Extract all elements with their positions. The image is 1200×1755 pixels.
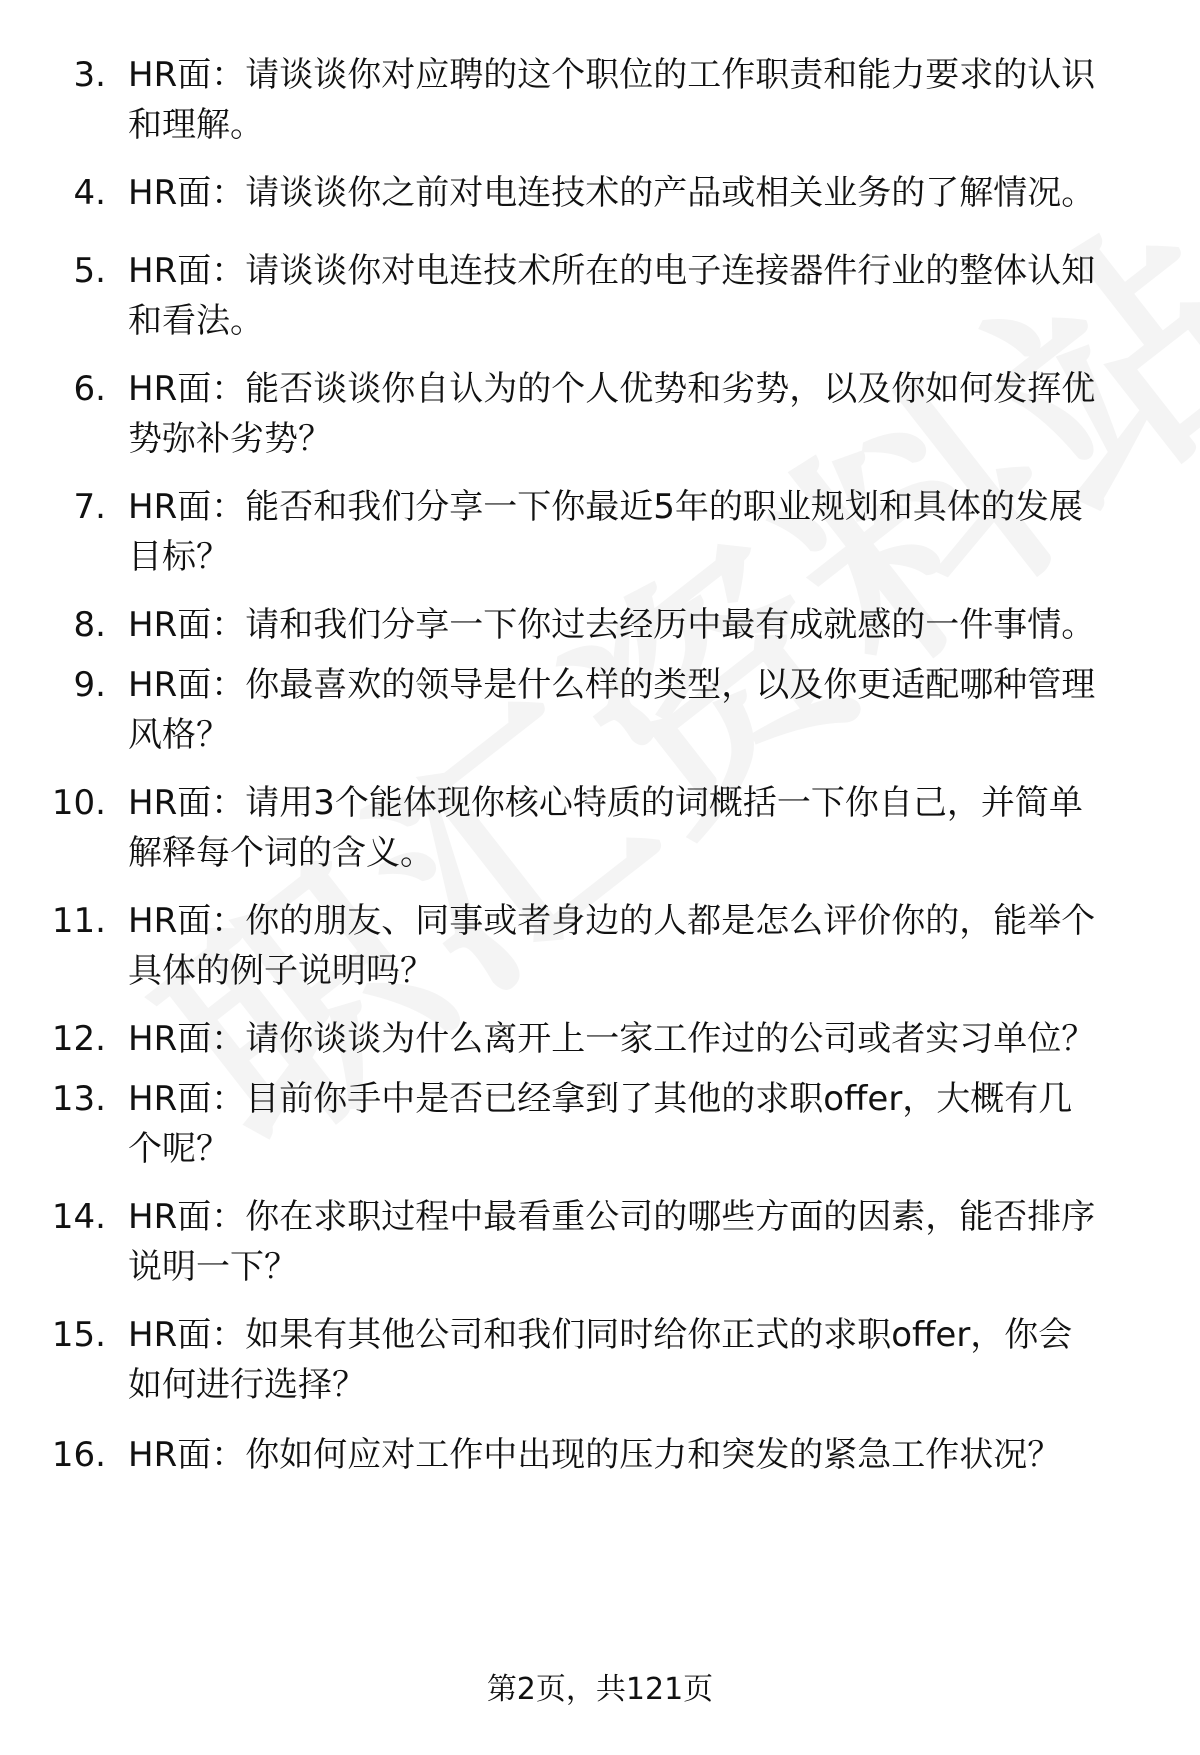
question-line: HR面：你在求职过程中最看重公司的哪些方面的因素，能否排序 bbox=[128, 1197, 1096, 1237]
question-text bbox=[128, 660, 1158, 760]
question-line: HR面：你的朋友、同事或者身边的人都是怎么评价你的，能举个 bbox=[128, 901, 1096, 941]
question-text bbox=[128, 1014, 1158, 1064]
question-text bbox=[128, 1310, 1158, 1410]
question-text bbox=[128, 600, 1158, 650]
question-text bbox=[128, 896, 1158, 996]
question-text bbox=[128, 50, 1158, 150]
question-number: 9. bbox=[73, 665, 106, 705]
question-text bbox=[128, 364, 1158, 464]
question-line: HR面：请谈谈你之前对电连技术的产品或相关业务的了解情况。 bbox=[128, 173, 1096, 213]
question-number: 10. bbox=[51, 783, 106, 823]
question-line: HR面：你如何应对工作中出现的压力和突发的紧急工作状况？ bbox=[128, 1435, 1062, 1475]
question-line: 和理解。 bbox=[128, 105, 264, 145]
question-line: HR面：请你谈谈为什么离开上一家工作过的公司或者实习单位？ bbox=[128, 1019, 1096, 1059]
question-line: HR面：你最喜欢的领导是什么样的类型，以及你更适配哪种管理 bbox=[128, 665, 1096, 705]
question-text bbox=[128, 1192, 1158, 1292]
question-line: 风格？ bbox=[128, 715, 230, 755]
question-number: 8. bbox=[73, 605, 106, 645]
question-text bbox=[128, 1430, 1158, 1480]
question-text bbox=[128, 482, 1158, 582]
question-line: 势弥补劣势？ bbox=[128, 419, 332, 459]
question-line: HR面：请谈谈你对电连技术所在的电子连接器件行业的整体认知 bbox=[128, 251, 1096, 291]
question-line: 说明一下？ bbox=[128, 1247, 298, 1287]
question-line: HR面：能否和我们分享一下你最近5年的职业规划和具体的发展 bbox=[128, 487, 1083, 527]
question-number: 5. bbox=[73, 251, 106, 291]
question-line: 个呢？ bbox=[128, 1129, 230, 1169]
question-line: HR面：能否谈谈你自认为的个人优势和劣势，以及你如何发挥优 bbox=[128, 369, 1096, 409]
question-line: HR面：目前你手中是否已经拿到了其他的求职offer，大概有几 bbox=[128, 1079, 1073, 1119]
question-text bbox=[128, 778, 1158, 878]
question-text bbox=[128, 246, 1158, 346]
question-line: 目标？ bbox=[128, 537, 230, 577]
question-text bbox=[128, 168, 1158, 218]
page-footer: 第2页，共121页 bbox=[486, 1672, 714, 1707]
question-number: 12. bbox=[51, 1019, 106, 1059]
question-number: 4. bbox=[73, 173, 106, 213]
question-line: HR面：请用3个能体现你核心特质的词概括一下你自己，并简单 bbox=[128, 783, 1083, 823]
question-number: 13. bbox=[51, 1079, 106, 1119]
question-number: 15. bbox=[51, 1315, 106, 1355]
question-line: HR面：请谈谈你对应聘的这个职位的工作职责和能力要求的认识 bbox=[128, 55, 1096, 95]
question-number: 3. bbox=[73, 55, 106, 95]
question-line: HR面：请和我们分享一下你过去经历中最有成就感的一件事情。 bbox=[128, 605, 1096, 645]
question-number: 7. bbox=[73, 487, 106, 527]
question-number: 6. bbox=[73, 369, 106, 409]
question-number: 16. bbox=[51, 1435, 106, 1475]
question-number: 14. bbox=[51, 1197, 106, 1237]
question-line: 和看法。 bbox=[128, 301, 264, 341]
question-number: 11. bbox=[51, 901, 106, 941]
question-line: HR面：如果有其他公司和我们同时给你正式的求职offer，你会 bbox=[128, 1315, 1073, 1355]
question-text bbox=[128, 1074, 1158, 1174]
question-line: 解释每个词的含义。 bbox=[128, 833, 434, 873]
question-line: 具体的例子说明吗？ bbox=[128, 951, 434, 991]
question-line: 如何进行选择？ bbox=[128, 1365, 366, 1405]
